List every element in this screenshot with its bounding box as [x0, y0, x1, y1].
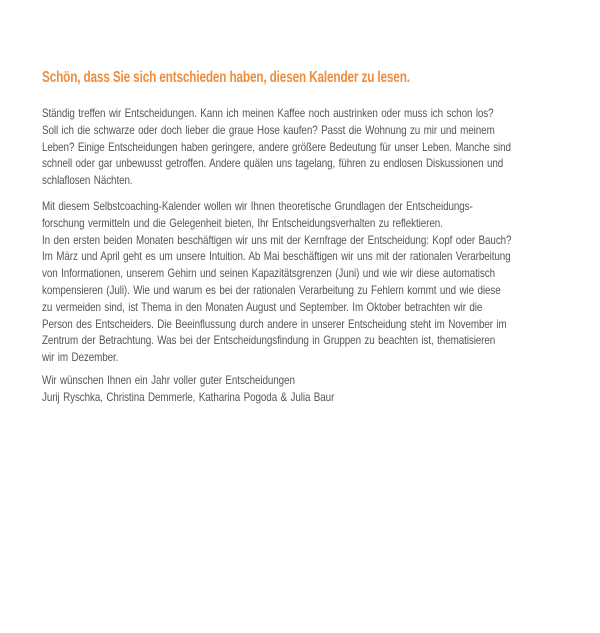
- closing-wish-line: Wir wünschen Ihnen ein Jahr voller guter Entscheidungen: [42, 373, 295, 388]
- authors-line: Jurij Ryschka, Christina Demmerle, Katharina Pogoda & Julia Baur: [42, 390, 335, 405]
- text-line: zu vermeiden sind, ist Thema in den Monaten August und September. Im Oktober betrachten wir die: [42, 299, 483, 314]
- text-line: schlaflosen Nächten.: [42, 173, 133, 188]
- text-line: Leben? Einige Entscheidungen haben geringere, andere größere Bedeutung für unser Leben. Manche sind: [42, 139, 511, 154]
- text-line: In den ersten beiden Monaten beschäftigen wir uns mit der Kernfrage der Entscheidung: Kopf oder Bauch?: [42, 232, 512, 247]
- text-line: wir im Dezember.: [42, 350, 119, 365]
- text-line: forschung vermitteln und die Gelegenheit bieten, Ihr Entscheidungsverhalten zu reflektieren.: [42, 215, 443, 230]
- text-line: Ständig treffen wir Entscheidungen. Kann ich meinen Kaffee noch austrinken oder muss ich schon los?: [42, 106, 494, 120]
- text-line: Soll ich die schwarze oder doch lieber die graue Hose kaufen? Passt die Wohnung zu mir und meinem: [42, 122, 495, 137]
- overview-paragraph: [42, 198, 512, 366]
- intro-paragraph: [42, 105, 511, 189]
- text-line: Person des Entscheiders. Die Beeinflussung durch andere in unserer Entscheidung steht im November im: [42, 316, 507, 331]
- text-line: Im März und April geht es um unsere Intuition. Ab Mai beschäftigen wir uns mit der rationalen Verarbeitung: [42, 249, 511, 264]
- closing-signature: [42, 372, 475, 406]
- text-line: von Informationen, unserem Gehirn und seinen Kapazitätsgrenzen (Juni) und wie wir diese automatisch: [42, 266, 495, 281]
- text-line: Zentrum der Betrachtung. Was bei der Entscheidungsfindung in Gruppen zu beachten ist, thematisieren: [42, 333, 496, 348]
- text-line: Mit diesem Selbstcoaching-Kalender wollen wir Ihnen theoretische Grundlagen der Entscheidungs-: [42, 198, 473, 213]
- page-title: Schön, dass Sie sich entschieden haben, diesen Kalender zu lesen.: [42, 69, 410, 86]
- text-line: schnell oder gar unbewusst getroffen. Andere quälen uns tagelang, führen zu endlosen Diskussionen und: [42, 156, 504, 171]
- text-line: kompensieren (Juli). Wie und warum es bei der rationalen Verarbeitung zu Fehlern kommt und wie diese: [42, 282, 501, 297]
